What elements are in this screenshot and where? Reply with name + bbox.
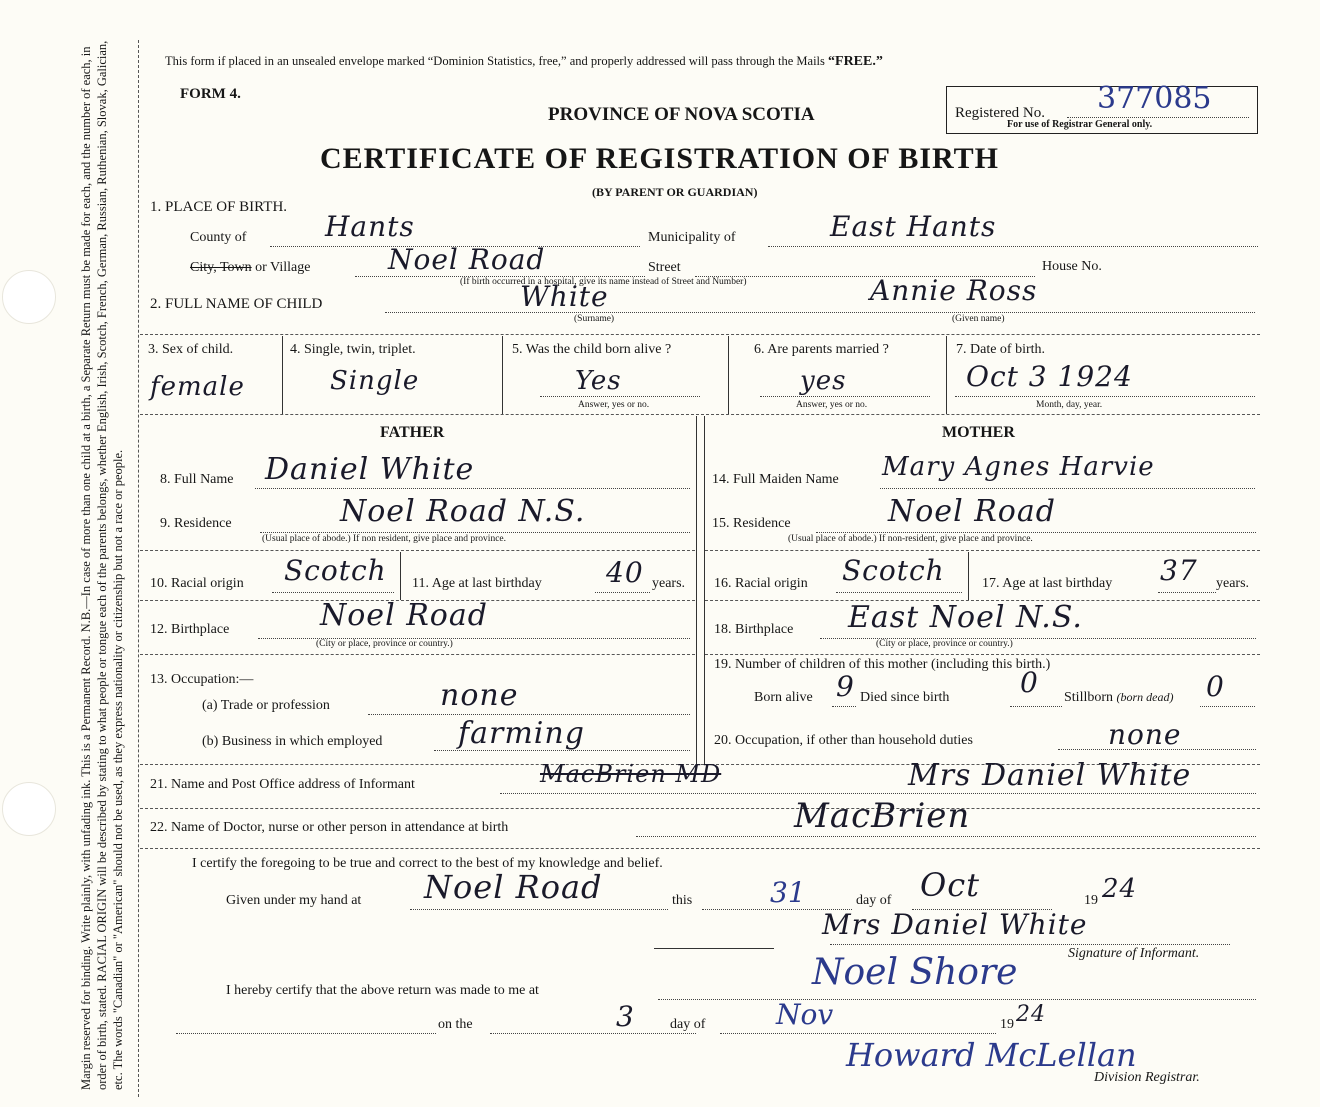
father-name-value: Daniel White (265, 452, 475, 487)
registrar-year-prefix: 19 (1000, 1017, 1014, 1032)
informant-label: 21. Name and Post Office address of Informant (150, 777, 415, 792)
registrar-month-value: Nov (776, 998, 834, 1031)
mother-residence-label: 15. Residence (712, 516, 791, 531)
father-trade-value: none (440, 678, 519, 713)
county-label: County of (190, 230, 247, 245)
father-racial-line (272, 592, 394, 593)
municipality-label: Municipality of (648, 230, 736, 245)
registrar-month-line (720, 1033, 996, 1034)
registrar-day-value: 3 (616, 1000, 635, 1033)
signature-line-left (654, 948, 774, 949)
mother-died-value: 0 (1020, 666, 1039, 699)
given-month-value: Oct (920, 866, 981, 904)
binding-hole-top (2, 270, 56, 324)
dob-label: 7. Date of birth. (956, 342, 1046, 357)
mother-birthplace-note: (City or place, province or country.) (876, 639, 1013, 649)
alive-label: 5. Was the child born alive ? (512, 342, 672, 357)
registered-box (946, 81, 1258, 134)
alive-note: Answer, yes or no. (578, 400, 650, 410)
father-residence-note: (Usual place of abode.) If non resident, give place and province. (262, 534, 506, 544)
registrar-place-value: Noel Shore (812, 952, 1018, 993)
given-day-label: day of (856, 893, 892, 908)
father-residence-label: 9. Residence (160, 516, 232, 531)
mother-divider-1 (705, 550, 1260, 551)
registrar-statement: I hereby certify that the above return was made to me at (226, 983, 539, 998)
mother-stillborn-text: Stillborn (1064, 690, 1114, 705)
mother-years-label: years. (1216, 576, 1250, 591)
father-residence-line (260, 532, 690, 533)
father-occupation-label: 13. Occupation:— (150, 672, 254, 687)
dob-note: Month, day, year. (1036, 400, 1103, 410)
street-label: Street (648, 260, 681, 275)
mother-divider-3 (705, 654, 1260, 655)
given-year-prefix: 19 (1084, 893, 1098, 908)
father-trade-line (368, 714, 690, 715)
county-value: Hants (325, 210, 415, 243)
father-years-label: years. (652, 576, 686, 591)
mother-age-value: 37 (1160, 554, 1198, 587)
child-surname: White (520, 280, 609, 313)
father-business-label: (b) Business in which employed (202, 734, 383, 749)
married-line (760, 396, 930, 397)
single-value: Single (330, 366, 420, 396)
sex-label: 3. Sex of child. (148, 342, 234, 357)
mother-stillborn-label (1064, 690, 1174, 706)
house-label: House No. (1042, 259, 1102, 274)
mother-name-value: Mary Agnes Harvie (882, 452, 1155, 482)
given-place-value: Noel Road (424, 868, 603, 906)
certificate-title: CERTIFICATE OF REGISTRATION OF BIRTH (320, 142, 999, 175)
registrar-signature: Howard McLellan (846, 1036, 1137, 1074)
mother-birthplace-value: East Noel N.S. (848, 600, 1083, 635)
mother-racial-label: 16. Racial origin (714, 576, 808, 591)
mother-age-label: 17. Age at last birthday (982, 576, 1113, 591)
registrar-note: For use of Registrar General only. (1007, 119, 1153, 130)
given-label: Given under my hand at (226, 893, 362, 908)
form-number: FORM 4. (180, 86, 241, 102)
father-birthplace-value: Noel Road (320, 598, 488, 633)
postal-note-text: This form if placed in an unsealed envelope marked “Dominion Statistics, free,” and properly addressed will pass through the Mails (165, 54, 825, 68)
divider-2 (140, 414, 1260, 415)
married-value: yes (800, 366, 847, 396)
single-label: 4. Single, twin, triplet. (290, 342, 416, 357)
mother-stillborn-value: 0 (1206, 670, 1225, 703)
father-age-label: 11. Age at last birthday (412, 576, 542, 591)
given-place-line (410, 909, 668, 910)
municipality-line (768, 246, 1258, 247)
father-name-line (255, 488, 690, 489)
hospital-note: (If birth occurred in a hospital, give its name instead of Street and Number) (460, 277, 747, 287)
province-title: PROVINCE OF NOVA SCOTIA (548, 104, 815, 125)
registrar-signature-label: Division Registrar. (1094, 1070, 1200, 1085)
registrar-day-line (490, 1033, 696, 1034)
mother-name-line (880, 488, 1255, 489)
registrar-place-line (658, 999, 1256, 1000)
divider-1 (140, 334, 1260, 335)
mother-died-line (1010, 706, 1062, 707)
mother-occupation-value: none (1108, 718, 1182, 751)
village-label: or Village (255, 260, 311, 275)
registrar-on-label: on the (438, 1017, 473, 1032)
mother-residence-value: Noel Road (888, 494, 1056, 529)
mother-birthplace-label: 18. Birthplace (714, 622, 794, 637)
margin-note: Margin reserved for binding. Write plainly, with unfading ink. This is a Permanent Record. N.B.—In case of more than one child at a birth, a Separate Return must be made for each, and the number of each, in order of birth, stated. RACIAL ORIGIN will be described by stating to what people or tongue each of the parents belongs, whether English, Irish, Scotch, French, German, Russian, Ruthenian, Slovak, Galician, etc. The words "Canadian" or "American" should not be used, as they express nationality or citizenship but not a race or people. (79, 40, 125, 1090)
doctor-label: 22. Name of Doctor, nurse or other person in attendance at birth (150, 820, 509, 835)
informant-signature-label: Signature of Informant. (1068, 946, 1200, 961)
mother-name-label: 14. Full Maiden Name (712, 472, 839, 487)
col-div-6 (946, 336, 947, 414)
mother-born-alive-value: 9 (836, 670, 855, 703)
father-business-value: farming (458, 716, 585, 751)
col-div-5 (728, 336, 729, 414)
dob-line (955, 396, 1255, 397)
signature-line (830, 944, 1230, 945)
mother-residence-line (816, 532, 1256, 533)
mother-residence-note: (Usual place of abode.) If non-resident, give place and province. (788, 534, 1033, 544)
informant-signature: Mrs Daniel White (822, 908, 1088, 941)
father-racial-value: Scotch (284, 554, 387, 587)
mother-age-line (1158, 592, 1216, 593)
child-surname-note: (Surname) (574, 314, 615, 324)
mother-died-label: Died since birth (860, 690, 950, 705)
mother-born-alive-label: Born alive (754, 690, 813, 705)
mother-born-alive-line (832, 706, 856, 707)
city-town-label (190, 260, 310, 276)
mother-racial-divider (968, 552, 969, 600)
father-divider-3 (140, 654, 695, 655)
father-age-line (595, 592, 650, 593)
registered-label: Registered No. (955, 105, 1045, 121)
postal-free: “FREE.” (828, 54, 883, 69)
binding-line (138, 40, 140, 1097)
certify-statement: I certify the foregoing to be true and correct to the best of my knowledge and belief. (192, 856, 663, 871)
sex-value: female (150, 372, 245, 402)
father-name-label: 8. Full Name (160, 472, 234, 487)
binding-hole-bottom (2, 782, 56, 836)
informant-line (500, 793, 1256, 794)
father-age-value: 40 (606, 556, 644, 589)
married-label: 6. Are parents married ? (754, 342, 889, 357)
divider-5 (140, 848, 1260, 849)
father-mother-divider-2 (704, 416, 705, 764)
city-town-struck: City, Town (190, 260, 252, 275)
child-name-line (385, 312, 1255, 313)
mother-stillborn-line (1200, 706, 1255, 707)
father-racial-divider (400, 552, 401, 600)
registrar-day-label: day of (670, 1017, 706, 1032)
father-residence-value: Noel Road N.S. (340, 494, 586, 529)
married-note: Answer, yes or no. (796, 400, 868, 410)
father-mother-divider (696, 416, 697, 764)
dob-value: Oct 3 1924 (966, 360, 1133, 393)
registrar-year-value: 24 (1016, 1002, 1046, 1027)
father-racial-label: 10. Racial origin (150, 576, 244, 591)
municipality-value: East Hants (830, 210, 997, 243)
alive-line (540, 396, 700, 397)
informant-value: Mrs Daniel White (908, 758, 1192, 793)
mother-heading: MOTHER (942, 424, 1015, 441)
registered-number: 377085 (1097, 81, 1212, 116)
mother-racial-line (836, 592, 962, 593)
father-birthplace-label: 12. Birthplace (150, 622, 230, 637)
col-div-3 (282, 336, 283, 414)
village-value: Noel Road (388, 243, 546, 276)
father-trade-label: (a) Trade or profession (202, 698, 330, 713)
doctor-value: MacBrien (794, 796, 971, 836)
certificate-subtitle: (BY PARENT OR GUARDIAN) (592, 185, 758, 199)
father-divider-1 (140, 550, 695, 551)
father-birthplace-note: (City or place, province or country.) (316, 639, 453, 649)
registered-line (1067, 117, 1249, 118)
given-this-label: this (672, 893, 693, 908)
mother-children-label: 19. Number of children of this mother (including this birth.) (714, 657, 1051, 672)
col-div-4 (502, 336, 503, 414)
postal-note (165, 54, 883, 70)
informant-struck: MacBrien MD (540, 760, 722, 788)
divider-4 (140, 808, 1260, 809)
child-name-label: 2. FULL NAME OF CHILD (150, 296, 323, 312)
doctor-line (636, 836, 1256, 837)
given-year-value: 24 (1102, 874, 1138, 904)
alive-value: Yes (575, 366, 622, 396)
child-given-note: (Given name) (952, 314, 1005, 324)
place-of-birth-label: 1. PLACE OF BIRTH. (150, 199, 288, 215)
mother-occupation-label: 20. Occupation, if other than household duties (714, 733, 973, 748)
mother-racial-value: Scotch (842, 554, 945, 587)
registrar-pre-line (176, 1033, 436, 1034)
father-heading: FATHER (380, 424, 445, 441)
child-given-name: Annie Ross (870, 274, 1038, 307)
mother-stillborn-note: (born dead) (1116, 690, 1174, 704)
given-day-value: 31 (770, 876, 806, 909)
